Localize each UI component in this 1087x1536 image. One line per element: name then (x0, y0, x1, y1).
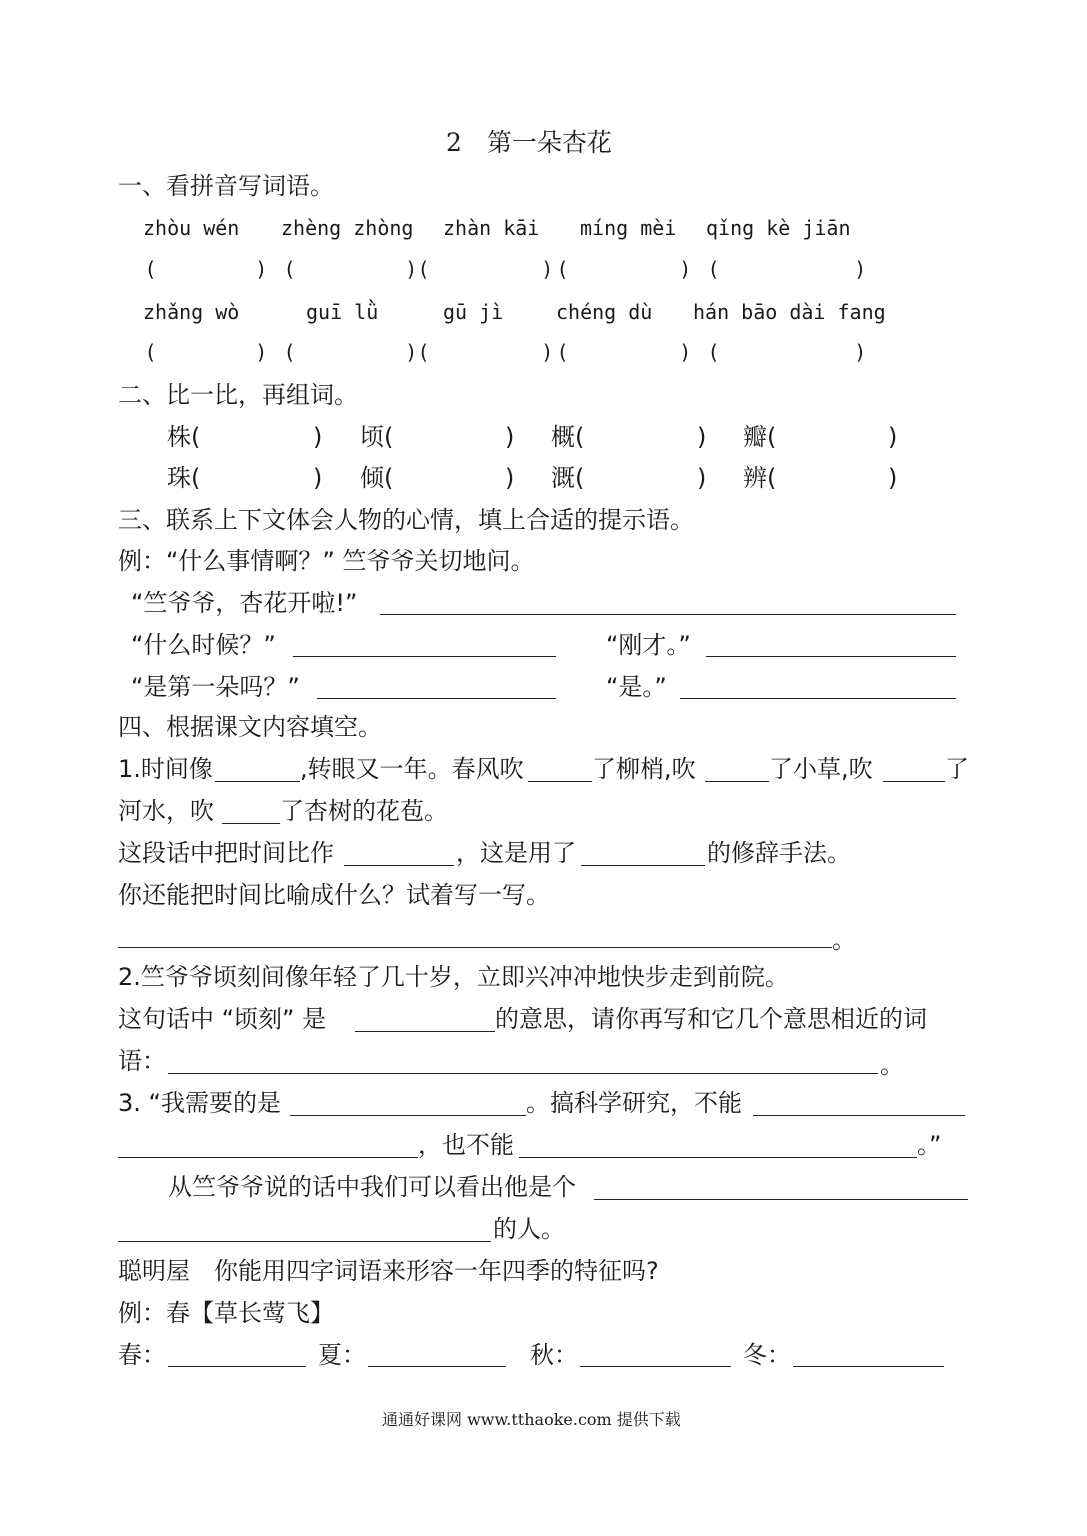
answer-open-paren: ( (420, 257, 428, 281)
blank-line[interactable] (118, 947, 832, 948)
q1-text-a: 1.时间像 (118, 755, 213, 783)
q1b-text-b: 了杏树的花苞。 (280, 797, 448, 825)
blank-line[interactable] (168, 1366, 306, 1367)
section-3-heading: 三、联系上下文体会人物的心情，填上合适的提示语。 (118, 506, 694, 534)
answer-close-paren: ) (681, 340, 689, 364)
pinyin-item: chéng dù (556, 300, 653, 324)
compare-close-paren: ) (888, 423, 898, 451)
compare-char: 顷( (360, 423, 394, 451)
q1d-prompt: 你还能把时间比喻成什么？试着写一写。 (118, 881, 550, 909)
season-summer-label: 夏： (318, 1341, 366, 1369)
q1c-text-c: 的修辞手法。 (707, 839, 851, 867)
q3b-text-b: 。” (917, 1131, 942, 1159)
compare-char: 辨( (743, 464, 777, 492)
answer-close-paren: ) (407, 340, 415, 364)
compare-char: 瓣( (743, 423, 777, 451)
period-mark: 。 (832, 926, 856, 954)
answer-close-paren: ) (257, 340, 265, 364)
blank-line[interactable] (706, 656, 956, 657)
q2b-text-a: 这句话中 “顷刻” 是 (118, 1005, 327, 1033)
q3b-text-a: ，也不能 (418, 1131, 514, 1159)
dialogue-3: “刚才。” (606, 631, 691, 659)
q3-text-b: 。搞科学研究，不能 (526, 1089, 742, 1117)
blank-line[interactable] (594, 1199, 968, 1200)
pinyin-item: zhòu wén (143, 216, 240, 240)
period-mark: 。 (880, 1051, 904, 1079)
answer-open-paren: ( (286, 257, 294, 281)
blank-line[interactable] (168, 1073, 878, 1074)
season-winter-label: 冬： (743, 1341, 791, 1369)
blank-line[interactable] (581, 865, 705, 866)
pinyin-item: qǐng kè jiān (706, 216, 851, 240)
answer-open-paren: ( (710, 340, 718, 364)
q3d-text: 的人。 (493, 1215, 565, 1243)
q1-text-b: ,转眼又一年。春风吹 (300, 755, 524, 783)
q1-text-d: 了小草,吹 (769, 755, 873, 783)
pinyin-item: guī lǜ (306, 300, 379, 324)
q2c-label: 语： (118, 1047, 166, 1075)
answer-open-paren: ( (420, 340, 428, 364)
compare-char: 株( (167, 423, 201, 451)
answer-close-paren: ) (856, 257, 864, 281)
q3-text-a: 3. “我需要的是 (118, 1089, 281, 1117)
q2-sentence: 2.竺爷爷顷刻间像年轻了几十岁，立即兴冲冲地快步走到前院。 (118, 963, 789, 991)
blank-line[interactable] (680, 698, 956, 699)
compare-close-paren: ) (697, 464, 707, 492)
page-footer: 通通好课网 www.tthaoke.com 提供下载 (382, 1410, 681, 1429)
blank-line[interactable] (368, 1366, 506, 1367)
blank-line[interactable] (883, 781, 945, 782)
compare-close-paren: ) (697, 423, 707, 451)
bonus-heading: 聪明屋 你能用四字词语来形容一年四季的特征吗? (118, 1257, 659, 1285)
pinyin-item: míng mèi (580, 216, 677, 240)
blank-line[interactable] (355, 1031, 495, 1032)
answer-close-paren: ) (856, 340, 864, 364)
answer-close-paren: ) (681, 257, 689, 281)
answer-open-paren: ( (147, 257, 155, 281)
answer-close-paren: ) (407, 257, 415, 281)
q1b-text-a: 河水，吹 (118, 797, 214, 825)
dialogue-2: “什么时候？” (131, 631, 276, 659)
blank-line[interactable] (118, 1241, 491, 1242)
q2b-text-b: 的意思，请你再写和它几个意思相近的词 (495, 1005, 927, 1033)
compare-close-paren: ) (313, 464, 323, 492)
compare-close-paren: ) (888, 464, 898, 492)
blank-line[interactable] (753, 1115, 965, 1116)
blank-line[interactable] (528, 781, 592, 782)
answer-close-paren: ) (543, 340, 551, 364)
season-autumn-label: 秋： (530, 1341, 578, 1369)
blank-line[interactable] (580, 1366, 731, 1367)
example-line: 例：“什么事情啊？” 竺爷爷关切地问。 (118, 547, 535, 575)
answer-open-paren: ( (559, 257, 567, 281)
compare-char: 概( (551, 423, 585, 451)
q3c-text: 从竺爷爷说的话中我们可以看出他是个 (168, 1173, 576, 1201)
blank-line[interactable] (793, 1366, 944, 1367)
blank-line[interactable] (118, 1157, 418, 1158)
bonus-example: 例：春【草长莺飞】 (118, 1299, 334, 1327)
section-2-heading: 二、比一比，再组词。 (118, 381, 358, 409)
answer-close-paren: ) (257, 257, 265, 281)
page-title: 2 第一朵杏花 (446, 128, 612, 157)
section-1-heading: 一、看拼音写词语。 (118, 172, 334, 200)
blank-line[interactable] (222, 823, 280, 824)
pinyin-item: zhǎng wò (143, 300, 240, 324)
q1-text-c: 了柳梢,吹 (592, 755, 696, 783)
dialogue-5: “是。” (606, 673, 667, 701)
blank-line[interactable] (519, 1157, 917, 1158)
answer-open-paren: ( (710, 257, 718, 281)
pinyin-item: zhèng zhòng (281, 216, 414, 240)
compare-close-paren: ) (505, 423, 515, 451)
answer-open-paren: ( (147, 340, 155, 364)
blank-line[interactable] (293, 656, 556, 657)
blank-line[interactable] (380, 614, 956, 615)
compare-char: 珠( (167, 464, 201, 492)
pinyin-item: zhàn kāi (443, 216, 540, 240)
blank-line[interactable] (344, 865, 454, 866)
compare-char: 倾( (360, 464, 394, 492)
q1c-text-a: 这段话中把时间比作 (118, 839, 334, 867)
pinyin-item: hán bāo dài fang (693, 300, 886, 324)
dialogue-4: “是第一朵吗？” (131, 673, 300, 701)
blank-line[interactable] (705, 781, 769, 782)
compare-char: 溉( (551, 464, 585, 492)
q1c-text-b: ，这是用了 (456, 839, 576, 867)
blank-line[interactable] (290, 1115, 526, 1116)
pinyin-item: gū jì (443, 300, 504, 324)
blank-line[interactable] (215, 781, 300, 782)
section-4-heading: 四、根据课文内容填空。 (118, 713, 382, 741)
answer-open-paren: ( (286, 340, 294, 364)
answer-open-paren: ( (559, 340, 567, 364)
dialogue-1: “竺爷爷，杏花开啦!” (131, 589, 358, 617)
compare-close-paren: ) (313, 423, 323, 451)
compare-close-paren: ) (505, 464, 515, 492)
answer-close-paren: ) (543, 257, 551, 281)
season-spring-label: 春： (118, 1341, 166, 1369)
blank-line[interactable] (317, 698, 556, 699)
q1-text-e: 了 (945, 755, 969, 783)
